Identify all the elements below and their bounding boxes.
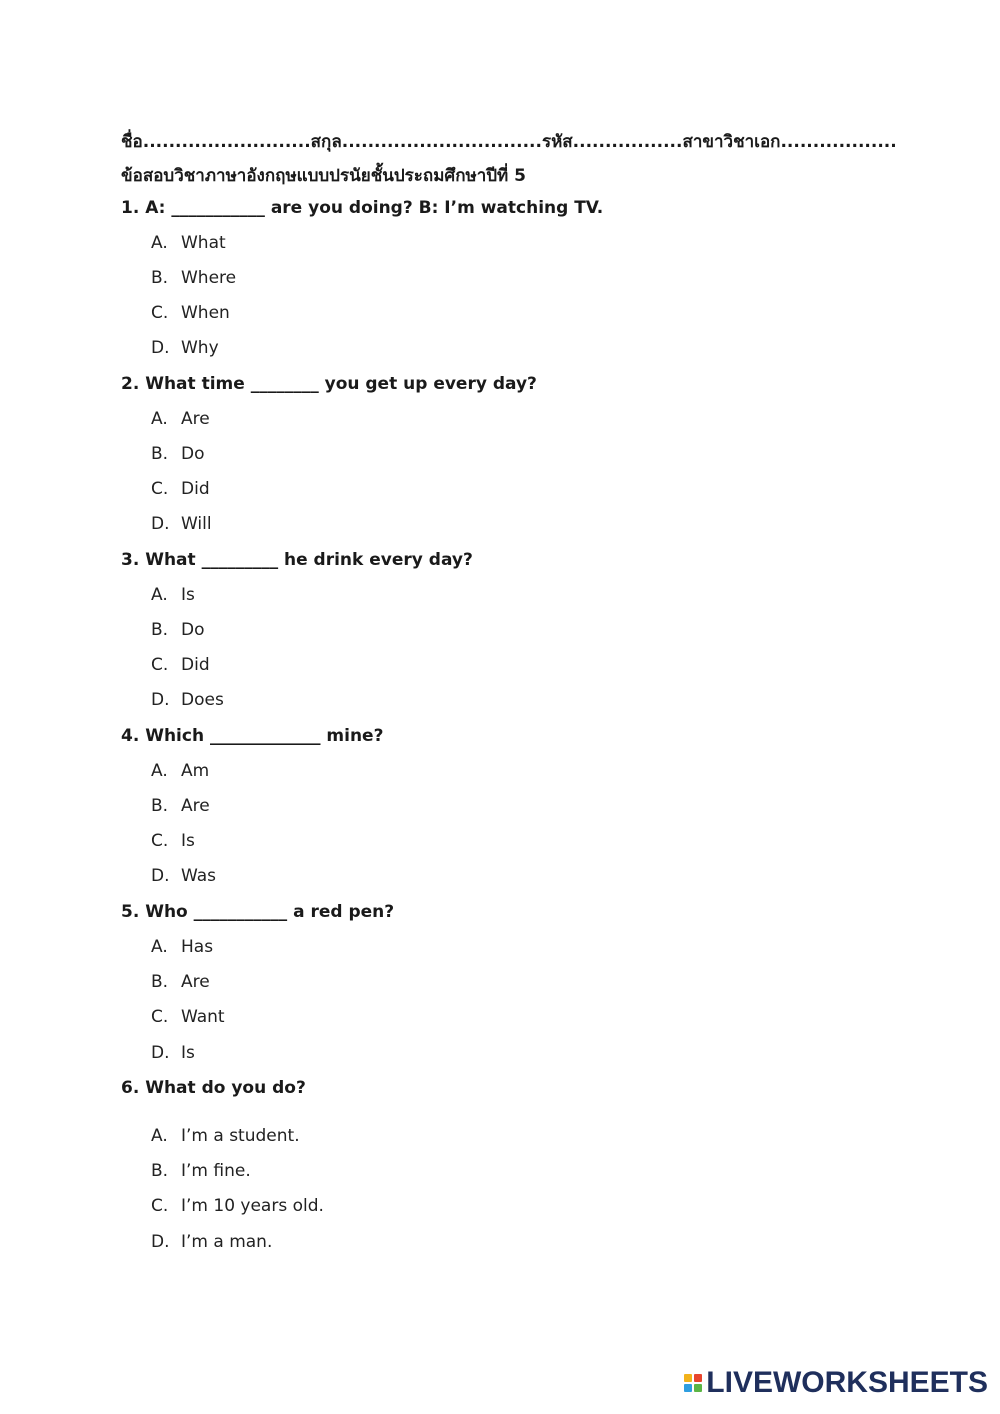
question-3-option-d[interactable] <box>151 690 224 710</box>
option-letter: A. <box>151 409 168 429</box>
question-1-option-d[interactable] <box>151 338 219 358</box>
option-text: Are <box>181 409 210 429</box>
option-letter: B. <box>151 444 169 464</box>
question-4-option-a[interactable] <box>151 761 209 781</box>
option-text: Where <box>181 268 237 288</box>
option-text: Did <box>181 655 210 675</box>
question-3-option-c[interactable] <box>151 655 210 675</box>
question-2-option-b[interactable] <box>151 444 205 464</box>
option-letter: A. <box>151 233 168 253</box>
option-text: Want <box>181 1007 225 1027</box>
question-6-option-a[interactable] <box>151 1126 300 1146</box>
logo-square-3 <box>684 1384 692 1392</box>
option-letter: C. <box>151 1196 169 1216</box>
option-text: Is <box>181 585 195 605</box>
option-letter: A. <box>151 937 168 957</box>
option-text: Are <box>181 972 210 992</box>
option-letter: B. <box>151 620 169 640</box>
option-text: Do <box>181 444 205 464</box>
option-letter: B. <box>151 1161 169 1181</box>
option-letter: A. <box>151 761 168 781</box>
option-letter: D. <box>151 866 170 886</box>
exam-title: ข้อสอบวิชาภาษาอังกฤษแบบปรนัยชั้นประถมศึกษาปีที่ 5 <box>121 166 526 186</box>
question-6-option-d[interactable] <box>151 1232 272 1252</box>
option-letter: C. <box>151 831 169 851</box>
option-text: When <box>181 303 230 323</box>
question-4-option-d[interactable] <box>151 866 216 886</box>
option-text: Is <box>181 831 195 851</box>
option-text: Does <box>181 690 224 710</box>
question-5: 5. Who ___________ a red pen? <box>121 902 395 922</box>
question-3-option-b[interactable] <box>151 620 205 640</box>
option-letter: D. <box>151 514 170 534</box>
question-1: 1. A: ___________ are you doing? B: I’m watching TV. <box>121 198 604 218</box>
option-text: Has <box>181 937 214 957</box>
option-text: I’m 10 years old. <box>181 1196 324 1216</box>
option-text: I’m a man. <box>181 1232 273 1252</box>
option-text: Was <box>181 866 216 886</box>
question-3-option-a[interactable] <box>151 585 195 605</box>
option-letter: B. <box>151 972 169 992</box>
option-letter: A. <box>151 585 168 605</box>
logo-square-2 <box>694 1374 702 1382</box>
option-letter: C. <box>151 479 169 499</box>
option-text: Is <box>181 1043 195 1063</box>
liveworksheets-logo[interactable] <box>684 1366 988 1400</box>
name-line: ชื่อ..........................สกุล...............................รหัส.................สาขาวิชาเอก.................. <box>121 132 897 152</box>
question-5-option-b[interactable] <box>151 972 210 992</box>
question-5-option-a[interactable] <box>151 937 213 957</box>
option-text: Will <box>181 514 212 534</box>
option-letter: D. <box>151 1232 170 1252</box>
question-2-option-c[interactable] <box>151 479 210 499</box>
question-1-option-b[interactable] <box>151 268 236 288</box>
option-letter: D. <box>151 338 170 358</box>
option-text: What <box>181 233 226 253</box>
option-letter: B. <box>151 268 169 288</box>
option-text: I’m fine. <box>181 1161 251 1181</box>
option-text: Are <box>181 796 210 816</box>
option-letter: C. <box>151 655 169 675</box>
option-letter: B. <box>151 796 169 816</box>
question-4-option-b[interactable] <box>151 796 210 816</box>
question-6-option-c[interactable] <box>151 1196 324 1216</box>
option-letter: C. <box>151 1007 169 1027</box>
option-letter: A. <box>151 1126 168 1146</box>
option-letter: D. <box>151 1043 170 1063</box>
option-letter: C. <box>151 303 169 323</box>
option-text: I’m a student. <box>181 1126 300 1146</box>
logo-mark-icon <box>684 1374 702 1392</box>
question-6-option-b[interactable] <box>151 1161 251 1181</box>
question-2-option-d[interactable] <box>151 514 212 534</box>
question-1-option-a[interactable] <box>151 233 226 253</box>
logo-text: LIVEWORKSHEETS <box>706 1366 988 1399</box>
option-text: Do <box>181 620 205 640</box>
option-text: Am <box>181 761 210 781</box>
option-text: Did <box>181 479 210 499</box>
logo-square-1 <box>684 1374 692 1382</box>
question-6: 6. What do you do? <box>121 1078 306 1098</box>
option-text: Why <box>181 338 219 358</box>
question-2: 2. What time ________ you get up every day? <box>121 374 537 394</box>
question-5-option-d[interactable] <box>151 1043 195 1063</box>
question-1-option-c[interactable] <box>151 303 230 323</box>
option-letter: D. <box>151 690 170 710</box>
question-2-option-a[interactable] <box>151 409 210 429</box>
question-3: 3. What _________ he drink every day? <box>121 550 473 570</box>
question-4-option-c[interactable] <box>151 831 195 851</box>
question-4: 4. Which _____________ mine? <box>121 726 384 746</box>
question-5-option-c[interactable] <box>151 1007 225 1027</box>
logo-square-4 <box>694 1384 702 1392</box>
